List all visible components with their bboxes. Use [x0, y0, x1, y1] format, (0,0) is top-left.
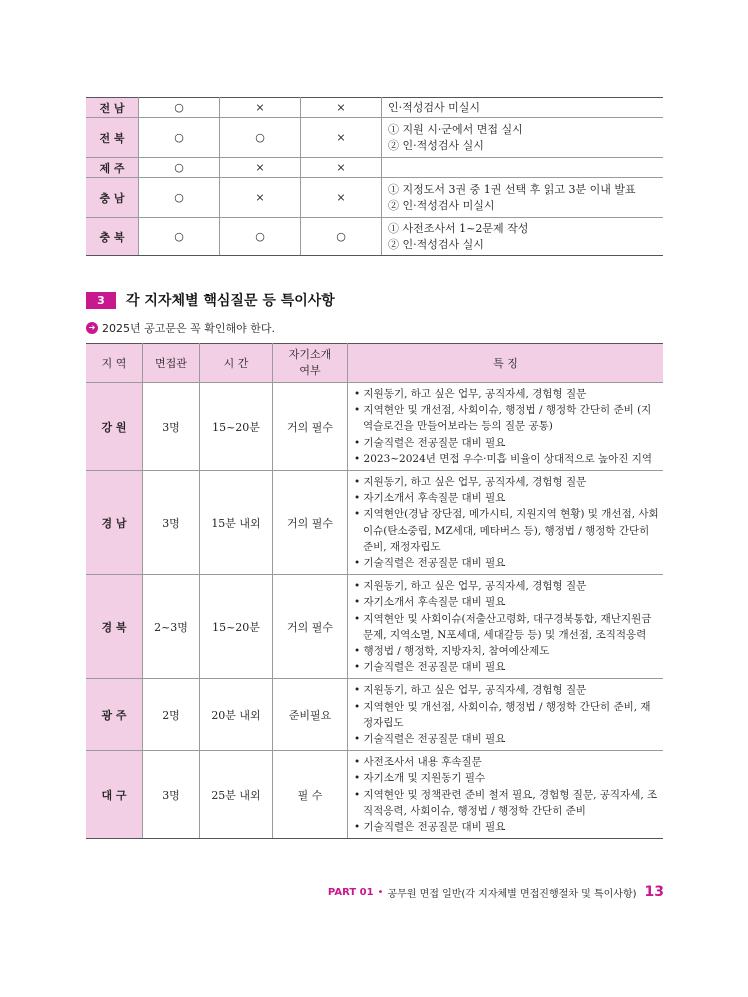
time-cell: 25분 내외: [200, 751, 273, 839]
region-cell: 강 원: [86, 383, 143, 471]
footer-bullet: •: [377, 886, 384, 898]
self-intro-cell: 거의 필수: [273, 471, 348, 575]
interview-mark: ○: [139, 178, 220, 218]
feature-item: • 지역현안(경남 장단점, 메가시티, 지원지역 현황) 및 개선점, 사회이슈(탄소중립, MZ세대, 메타버스 등), 행정법 / 행정학 간단히 준비, 재정자립도: [354, 508, 659, 553]
time-cell: 15~20분: [200, 575, 273, 679]
feature-item: • 지역현안 및 개선점, 사회이슈, 행정법 / 행정학 간단히 준비, 재정자립도: [354, 700, 651, 729]
interviewers-cell: 3명: [143, 471, 200, 575]
page-footer: [328, 884, 664, 900]
notes-cell: [382, 218, 664, 256]
interview-mark: ○: [139, 98, 220, 118]
feature-item: • 기술직렬은 전공질문 대비 필요: [354, 733, 506, 746]
feature-item: • 지역현안 및 사회이슈(저출산고령화, 대구경북통합, 재난지원금 문제, 지역소멸, N포세대, 세대갈등 등) 및 개선점, 조직적응력: [354, 612, 652, 641]
section-number: 3: [86, 292, 116, 309]
feature-item: • 행정법 / 행정학, 지방자치, 참여예산제도: [354, 645, 550, 658]
arrow-circle-icon: ➔: [86, 322, 98, 334]
features-cell: [348, 471, 664, 575]
feature-item: • 기술직렬은 전공질문 대비 필요: [354, 821, 506, 834]
feature-item: • 자기소개 및 지원동기 필수: [354, 772, 486, 785]
note-line: ① 사전조사서 1~2문제 작성: [388, 221, 529, 235]
footer-title: 공무원 면접 일반(각 지자체별 면접진행절차 및 특이사항): [387, 888, 637, 900]
interview-mark: ○: [139, 218, 220, 256]
note-line: ① 지정도서 3권 중 1권 선택 후 읽고 3분 이내 발표: [388, 182, 636, 196]
interviewers-cell: 2명: [143, 679, 200, 751]
feature-item: • 지원동기, 하고 싶은 업무, 공직자세, 경험형 질문: [354, 684, 587, 697]
interviewers-cell: 3명: [143, 383, 200, 471]
self-intro-cell: 거의 필수: [273, 383, 348, 471]
features-cell: [348, 383, 664, 471]
feature-item: • 2023~2024년 면접 우수·미흡 비율이 상대적으로 높아진 지역: [354, 452, 652, 465]
interview-mark: ×: [220, 158, 301, 178]
interview-mark: ○: [139, 118, 220, 158]
table-row: [86, 383, 663, 471]
time-cell: 15분 내외: [200, 471, 273, 575]
region-cell: 대 구: [86, 751, 143, 839]
table-row: [86, 471, 663, 575]
interview-mark: ×: [220, 98, 301, 118]
note-text: 2025년 공고문은 꼭 확인해야 한다.: [102, 322, 275, 335]
region-cell: 광 주: [86, 679, 143, 751]
note-line: ② 인·적성검사 실시: [388, 138, 484, 152]
interview-mark: ×: [220, 178, 301, 218]
table-row: [86, 679, 663, 751]
note-line: ② 인·적성검사 실시: [388, 237, 484, 251]
notes-cell: [382, 118, 664, 158]
table-row: [86, 178, 663, 218]
interview-mark: ○: [301, 218, 382, 256]
feature-item: • 지원동기, 하고 싶은 업무, 공직자세, 경험형 질문: [354, 580, 587, 593]
notes-cell: [382, 158, 664, 178]
region-cell: 제 주: [86, 158, 139, 178]
interviewers-cell: 2~3명: [143, 575, 200, 679]
page-number: 13: [644, 884, 664, 900]
region-cell: 전 북: [86, 118, 139, 158]
region-cell: 전 남: [86, 98, 139, 118]
interview-mark: ×: [301, 118, 382, 158]
self-intro-cell: 준비필요: [273, 679, 348, 751]
footer-part: PART 01: [327, 886, 374, 898]
feature-item: • 자기소개서 후속질문 대비 필요: [354, 492, 506, 505]
region-cell: 충 북: [86, 218, 139, 256]
header-time: 시 간: [200, 344, 273, 383]
self-intro-cell: 필 수: [273, 751, 348, 839]
table-row: [86, 751, 663, 839]
interview-mark: ○: [220, 118, 301, 158]
time-cell: 20분 내외: [200, 679, 273, 751]
table-row: [86, 118, 663, 158]
section-heading: [86, 290, 335, 310]
self-intro-cell: 거의 필수: [273, 575, 348, 679]
region-cell: 경 북: [86, 575, 143, 679]
note-line: ② 인·적성검사 미실시: [388, 198, 495, 212]
table-row: [86, 575, 663, 679]
regional-features-table: [86, 343, 663, 839]
feature-item: • 지원동기, 하고 싶은 업무, 공직자세, 경험형 질문: [354, 388, 587, 400]
features-cell: [348, 751, 664, 839]
header-region: 지 역: [86, 344, 143, 383]
interviewers-cell: 3명: [143, 751, 200, 839]
features-cell: [348, 575, 664, 679]
feature-item: • 사전조사서 내용 후속질문: [354, 756, 482, 769]
table-row: [86, 98, 663, 118]
features-cell: [348, 679, 664, 751]
feature-item: • 자기소개서 후속질문 대비 필요: [354, 596, 506, 609]
note-line: ① 지원 시·군에서 면접 실시: [388, 122, 523, 136]
interview-mark: ×: [301, 178, 382, 218]
header-features: 특 징: [348, 344, 664, 383]
header-self-intro: 자기소개 여부: [273, 344, 348, 383]
table-row: [86, 218, 663, 256]
interview-mark: ×: [301, 158, 382, 178]
feature-item: • 지역현안 및 정책관련 준비 철저 필요, 경험형 질문, 공직자세, 조직적응력, 사회이슈, 행정법 / 행정학 간단히 준비: [354, 788, 658, 817]
feature-item: • 기술직렬은 전공질문 대비 필요: [354, 661, 506, 674]
feature-item: • 기술직렬은 전공질문 대비 필요: [354, 436, 506, 449]
region-cell: 충 남: [86, 178, 139, 218]
note: [86, 320, 275, 336]
time-cell: 15~20분: [200, 383, 273, 471]
header-interviewers: 면접관: [143, 344, 200, 383]
notes-cell: [382, 178, 664, 218]
table-row: [86, 158, 663, 178]
interview-mark: ×: [301, 98, 382, 118]
interview-mark: ○: [139, 158, 220, 178]
note-line: 인·적성검사 미실시: [388, 100, 481, 114]
interview-method-table: [86, 97, 663, 256]
notes-cell: [382, 98, 664, 118]
section-title: 각 지자체별 핵심질문 등 특이사항: [126, 293, 335, 309]
interview-mark: ○: [220, 218, 301, 256]
feature-item: • 기술직렬은 전공질문 대비 필요: [354, 557, 506, 570]
feature-item: • 지역현안 및 개선점, 사회이슈, 행정법 / 행정학 간단히 준비 (지역슬로건을 만들어보라는 등의 질문 공통): [354, 404, 652, 433]
region-cell: 경 남: [86, 471, 143, 575]
feature-item: • 지원동기, 하고 싶은 업무, 공직자세, 경험형 질문: [354, 476, 587, 489]
